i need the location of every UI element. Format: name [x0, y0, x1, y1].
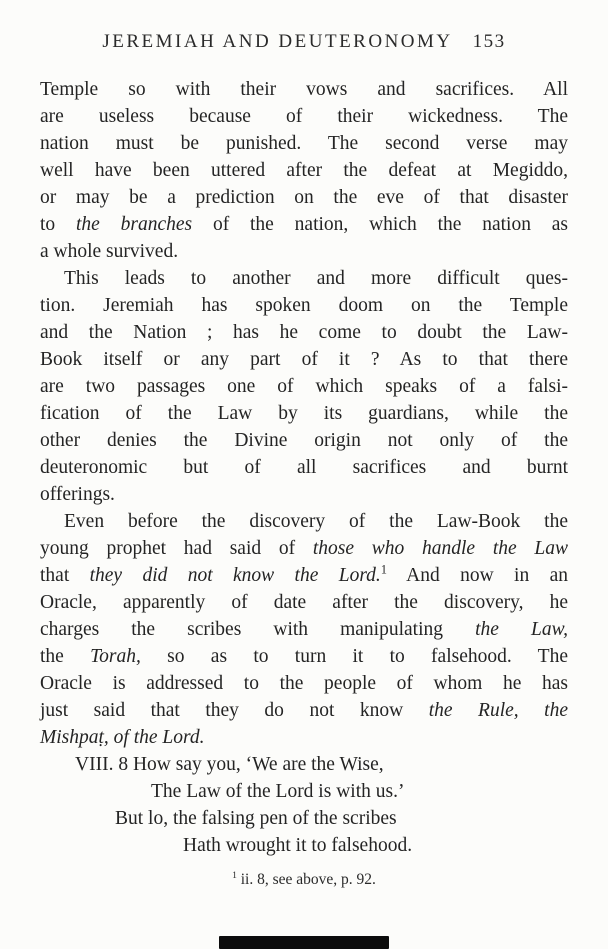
text-line	[40, 130, 568, 157]
text-segment: And now in an	[386, 565, 568, 586]
text-segment: to	[40, 214, 76, 235]
text-segment: charges the scribes with manipulating	[40, 619, 476, 640]
footnote-marker: 1	[380, 562, 387, 577]
text-segment: nation must be punished. The second verse may	[40, 133, 568, 154]
running-head	[0, 30, 608, 54]
text-line	[40, 373, 568, 400]
footnote-marker: 1	[232, 869, 237, 881]
verse-line	[40, 778, 568, 805]
scan-artifact-bar	[219, 936, 389, 949]
text-line	[40, 589, 568, 616]
text-segment: fication of the Law by its guardians, while the	[40, 403, 568, 424]
verse-line	[40, 832, 568, 859]
text-segment: Hath wrought it to falsehood.	[183, 835, 413, 856]
text-block	[40, 76, 568, 751]
italic-text: Mishpaṭ, of the Lord.	[40, 727, 205, 748]
text-segment: The Law of the Lord is with us.’	[151, 781, 405, 802]
verse-line	[40, 805, 568, 832]
text-segment: just said that they do not know	[40, 700, 429, 721]
text-line	[40, 697, 568, 724]
text-segment: Oracle is addressed to the people of whom he has	[40, 673, 568, 694]
text-line	[40, 481, 568, 508]
text-segment: are two passages one of which speaks of a falsi-	[40, 376, 568, 397]
text-segment: other denies the Divine origin not only of the	[40, 430, 568, 451]
text-segment: that	[40, 565, 90, 586]
text-line	[40, 400, 568, 427]
text-segment: This leads to another and more difficult ques-	[64, 268, 568, 289]
text-line	[40, 319, 568, 346]
text-segment: Even before the discovery of the Law-Book the	[64, 511, 568, 532]
text-line	[40, 724, 568, 751]
text-line	[40, 535, 568, 562]
text-segment: tion. Jeremiah has spoken doom on the Temple	[40, 295, 568, 316]
text-segment: of the nation, which the nation as	[192, 214, 569, 235]
text-segment: VIII. 8 How say you, ‘We are the Wise,	[75, 754, 384, 775]
text-line	[40, 265, 568, 292]
text-segment: or may be a prediction on the eve of that disaster	[40, 187, 568, 208]
text-line	[40, 76, 568, 103]
text-line	[40, 292, 568, 319]
text-line	[40, 211, 568, 238]
text-line	[40, 643, 568, 670]
text-segment: and the Nation ; has he come to doubt the Law-	[40, 322, 568, 343]
italic-text: Torah,	[90, 646, 141, 667]
text-segment: Book itself or any part of it ? As to that there	[40, 349, 568, 370]
text-line	[40, 103, 568, 130]
text-segment: But lo, the falsing pen of the scribes	[115, 808, 397, 829]
paragraph	[40, 508, 568, 751]
paragraph	[40, 76, 568, 265]
page-header-title: JEREMIAH AND DEUTERONOMY	[102, 31, 453, 52]
text-line	[40, 157, 568, 184]
page-number: 153	[472, 31, 506, 52]
text-line	[40, 184, 568, 211]
text-segment: Oracle, apparently of date after the discovery, he	[40, 592, 568, 613]
verse-block	[40, 751, 568, 859]
text-line	[40, 346, 568, 373]
text-line	[40, 508, 568, 535]
italic-text: the Law,	[475, 619, 568, 640]
text-segment: well have been uttered after the defeat at Megiddo,	[40, 160, 568, 181]
text-line	[40, 616, 568, 643]
footnote	[0, 870, 608, 890]
text-segment: deuteronomic but of all sacrifices and burnt	[40, 457, 568, 478]
text-line	[40, 238, 568, 265]
verse-line	[40, 751, 568, 778]
text-segment: young prophet had said of	[40, 538, 313, 559]
text-segment: ii. 8, see above, p. 92.	[236, 871, 376, 888]
paragraph	[40, 265, 568, 508]
text-segment: so as to turn it to falsehood. The	[140, 646, 568, 667]
text-line	[40, 562, 568, 589]
text-line	[40, 454, 568, 481]
text-segment: Temple so with their vows and sacrifices. All	[40, 79, 568, 100]
text-segment: a whole survived.	[40, 241, 179, 262]
text-segment: the	[40, 646, 91, 667]
italic-text: they did not know the Lord.	[89, 565, 381, 586]
italic-text: the Rule, the	[428, 700, 568, 721]
italic-text: the branches	[76, 214, 193, 235]
italic-text: those who handle the Law	[312, 538, 568, 559]
text-segment: are useless because of their wickedness. The	[40, 106, 568, 127]
text-segment: offerings.	[40, 484, 115, 505]
text-line	[40, 427, 568, 454]
text-line	[40, 670, 568, 697]
